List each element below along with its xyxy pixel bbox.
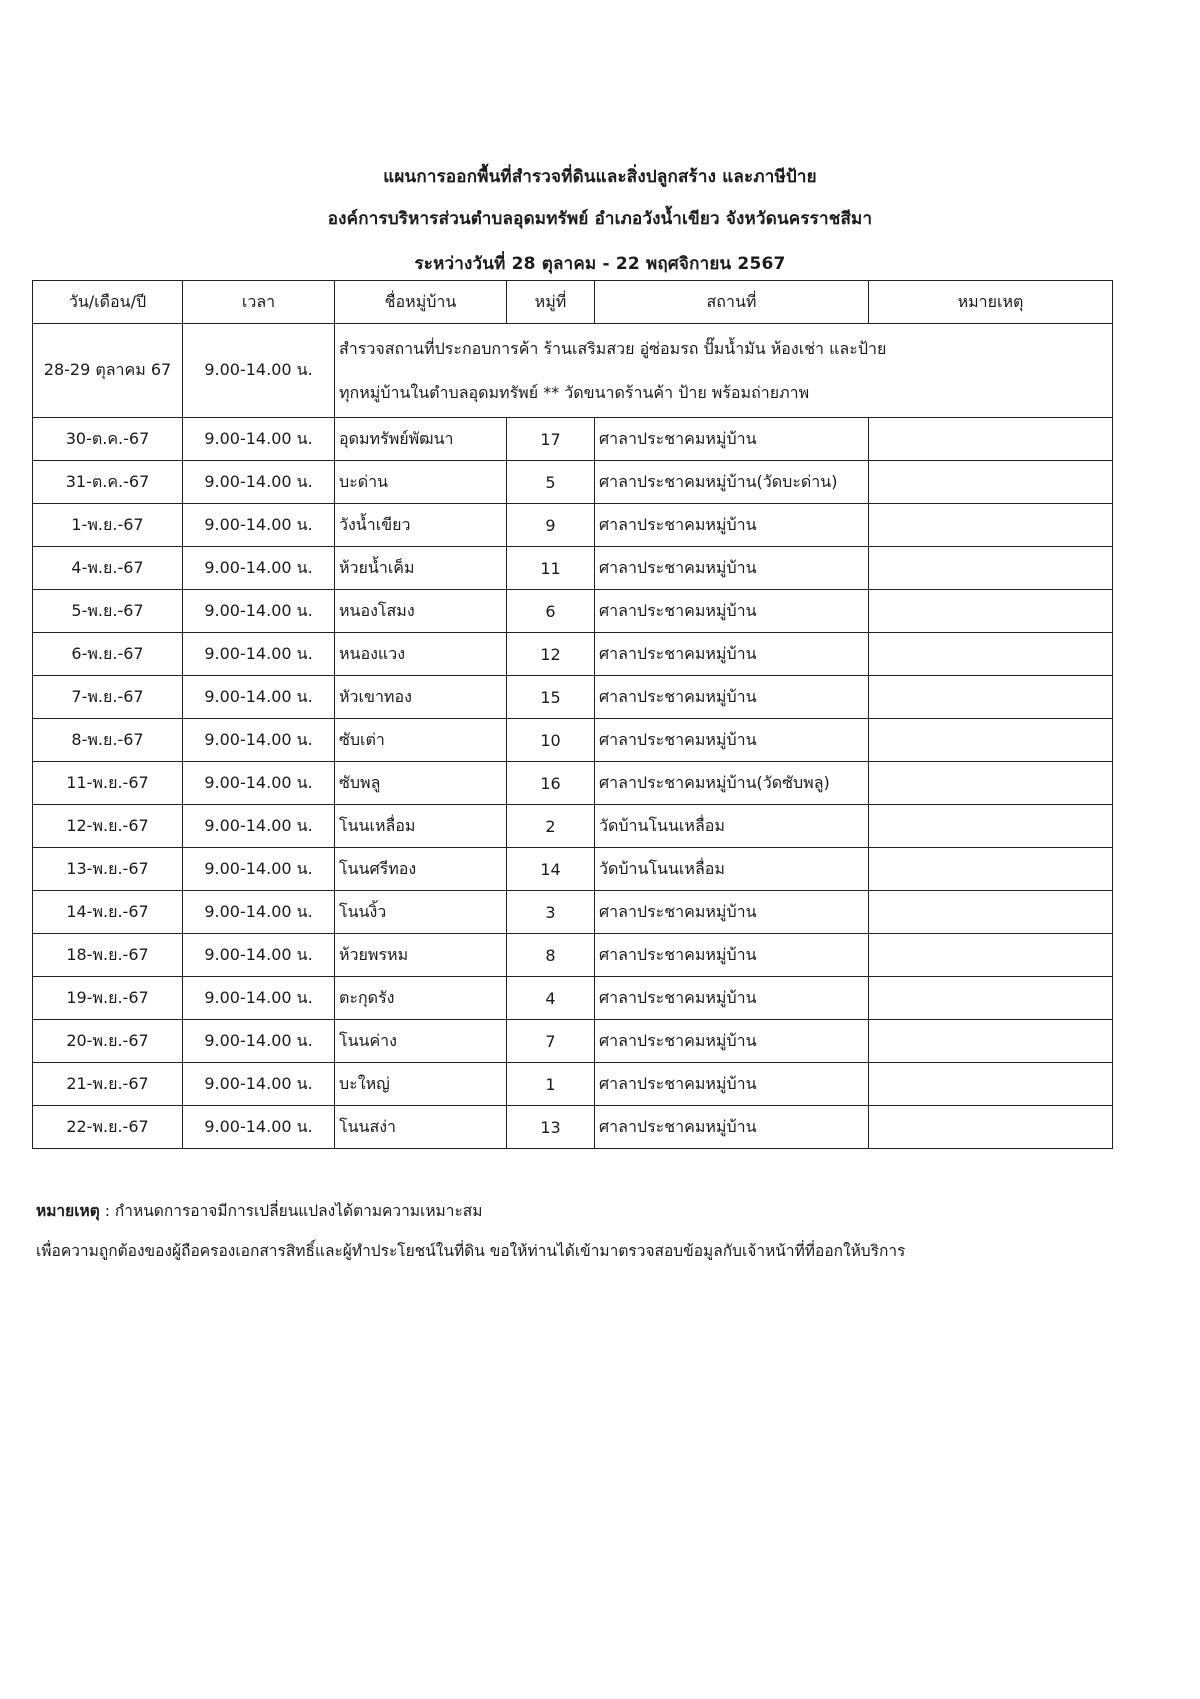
- cell-moo: 1: [507, 1063, 595, 1106]
- cell-date: 30-ต.ค.-67: [33, 418, 183, 461]
- cell-date: 4-พ.ย.-67: [33, 547, 183, 590]
- cell-village: หัวเขาทอง: [335, 676, 507, 719]
- cell-moo: 6: [507, 590, 595, 633]
- cell-village: ซับพลู: [335, 762, 507, 805]
- col-header-date: วัน/เดือน/ปี: [33, 281, 183, 324]
- note-line-2: เพื่อความถูกต้องของผู้ถือครองเอกสารสิทธิ์และผู้ทำประโยชน์ในที่ดิน ขอให้ท่านได้เข้ามาตรวจสอบข้อมูลกับเจ้าหน้าที่ที่ออกให้บริการ: [36, 1242, 906, 1260]
- cell-village: โนนเหลื่อม: [335, 805, 507, 848]
- cell-time: 9.00-14.00 น.: [183, 504, 335, 547]
- cell-place: ศาลาประชาคมหมู่บ้าน: [595, 418, 869, 461]
- cell-place: ศาลาประชาคมหมู่บ้าน: [595, 1020, 869, 1063]
- cell-place: ศาลาประชาคมหมู่บ้าน: [595, 719, 869, 762]
- cell-place: ศาลาประชาคมหมู่บ้าน: [595, 547, 869, 590]
- cell-place: ศาลาประชาคมหมู่บ้าน: [595, 590, 869, 633]
- cell-moo: 3: [507, 891, 595, 934]
- cell-date: 21-พ.ย.-67: [33, 1063, 183, 1106]
- col-header-place: สถานที่: [595, 281, 869, 324]
- cell-date: 13-พ.ย.-67: [33, 848, 183, 891]
- table-row: [33, 633, 1113, 676]
- note-line-1: [36, 1198, 482, 1223]
- cell-time: 9.00-14.00 น.: [183, 590, 335, 633]
- cell-date: 22-พ.ย.-67: [33, 1106, 183, 1149]
- cell-date: 6-พ.ย.-67: [33, 633, 183, 676]
- cell-village: บะใหญ่: [335, 1063, 507, 1106]
- cell-date: 7-พ.ย.-67: [33, 676, 183, 719]
- cell-date: 12-พ.ย.-67: [33, 805, 183, 848]
- cell-time: 9.00-14.00 น.: [183, 461, 335, 504]
- col-header-village: ชื่อหมู่บ้าน: [335, 281, 507, 324]
- cell-time: 9.00-14.00 น.: [183, 418, 335, 461]
- table-row: [33, 977, 1113, 1020]
- survey-description-line1: สำรวจสถานที่ประกอบการค้า ร้านเสริมสวย อู่ซ่อมรถ ปั๊มน้ำมัน ห้องเช่า และป้าย: [339, 338, 887, 358]
- cell-time: 9.00-14.00 น.: [183, 719, 335, 762]
- cell-place: ศาลาประชาคมหมู่บ้าน: [595, 504, 869, 547]
- table-row: [33, 848, 1113, 891]
- table-header-row: [33, 281, 1113, 324]
- table-row: [33, 504, 1113, 547]
- col-header-time: เวลา: [183, 281, 335, 324]
- cell-note: [869, 418, 1113, 461]
- doc-organization: องค์การบริหารส่วนตำบลอุดมทรัพย์ อำเภอวังน้ำเขียว จังหวัดนครราชสีมา: [327, 209, 873, 229]
- cell-note: [869, 934, 1113, 977]
- cell-village: ห้วยน้ำเค็ม: [335, 547, 507, 590]
- cell-village: วังน้ำเขียว: [335, 504, 507, 547]
- cell-note: [869, 547, 1113, 590]
- cell-note: [869, 762, 1113, 805]
- table-row: [33, 461, 1113, 504]
- cell-village: โนนค่าง: [335, 1020, 507, 1063]
- note-text: : กำหนดการอาจมีการเปลี่ยนแปลงได้ตามความเหมาะสม: [99, 1202, 483, 1220]
- cell-village: โนนงิ้ว: [335, 891, 507, 934]
- table-row: [33, 1063, 1113, 1106]
- cell-note: [869, 461, 1113, 504]
- cell-date: 1-พ.ย.-67: [33, 504, 183, 547]
- cell-note: [869, 1106, 1113, 1149]
- cell-moo: 15: [507, 676, 595, 719]
- cell-place: ศาลาประชาคมหมู่บ้าน: [595, 676, 869, 719]
- table-row: [33, 547, 1113, 590]
- cell-time: 9.00-14.00 น.: [183, 547, 335, 590]
- cell-moo: 4: [507, 977, 595, 1020]
- cell-moo: 17: [507, 418, 595, 461]
- cell-note: [869, 633, 1113, 676]
- cell-village: หนองแวง: [335, 633, 507, 676]
- schedule-table: [32, 280, 1113, 1149]
- cell-note: [869, 719, 1113, 762]
- cell-village: ซับเต่า: [335, 719, 507, 762]
- cell-moo: 5: [507, 461, 595, 504]
- cell-moo: 8: [507, 934, 595, 977]
- table-row: [33, 1020, 1113, 1063]
- table-row: [33, 1106, 1113, 1149]
- col-header-moo: หมู่ที่: [507, 281, 595, 324]
- table-row: [33, 934, 1113, 977]
- cell-village: โนนศรีทอง: [335, 848, 507, 891]
- cell-moo: 11: [507, 547, 595, 590]
- cell-note: [869, 805, 1113, 848]
- cell-village: ตะกุดรัง: [335, 977, 507, 1020]
- cell-place: ศาลาประชาคมหมู่บ้าน(วัดซับพลู): [595, 762, 869, 805]
- cell-time: 9.00-14.00 น.: [183, 891, 335, 934]
- cell-time: 9.00-14.00 น.: [183, 1063, 335, 1106]
- table-row: [33, 418, 1113, 461]
- cell-village: บะด่าน: [335, 461, 507, 504]
- cell-time: 9.00-14.00 น.: [183, 324, 335, 418]
- cell-time: 9.00-14.00 น.: [183, 805, 335, 848]
- cell-time: 9.00-14.00 น.: [183, 1020, 335, 1063]
- cell-note: [869, 504, 1113, 547]
- cell-date: 8-พ.ย.-67: [33, 719, 183, 762]
- cell-date: 20-พ.ย.-67: [33, 1020, 183, 1063]
- cell-time: 9.00-14.00 น.: [183, 633, 335, 676]
- cell-date: 31-ต.ค.-67: [33, 461, 183, 504]
- cell-date: 19-พ.ย.-67: [33, 977, 183, 1020]
- cell-time: 9.00-14.00 น.: [183, 848, 335, 891]
- cell-village: ห้วยพรหม: [335, 934, 507, 977]
- cell-village: โนนสง่า: [335, 1106, 507, 1149]
- cell-moo: 12: [507, 633, 595, 676]
- cell-place: ศาลาประชาคมหมู่บ้าน(วัดบะด่าน): [595, 461, 869, 504]
- table-row: [33, 590, 1113, 633]
- table-row-survey-all: [33, 324, 1113, 418]
- cell-note: [869, 977, 1113, 1020]
- cell-date: 11-พ.ย.-67: [33, 762, 183, 805]
- cell-village: อุดมทรัพย์พัฒนา: [335, 418, 507, 461]
- cell-moo: 9: [507, 504, 595, 547]
- cell-note: [869, 676, 1113, 719]
- cell-date: 28-29 ตุลาคม 67: [33, 324, 183, 418]
- cell-place: ศาลาประชาคมหมู่บ้าน: [595, 1063, 869, 1106]
- doc-title: แผนการออกพื้นที่สำรวจที่ดินและสิ่งปลูกสร้าง และภาษีป้าย: [383, 167, 817, 187]
- table-row: [33, 762, 1113, 805]
- cell-village: หนองโสมง: [335, 590, 507, 633]
- cell-moo: 7: [507, 1020, 595, 1063]
- cell-date: 18-พ.ย.-67: [33, 934, 183, 977]
- col-header-note: หมายเหตุ: [869, 281, 1113, 324]
- cell-moo: 10: [507, 719, 595, 762]
- cell-note: [869, 1020, 1113, 1063]
- cell-note: [869, 891, 1113, 934]
- cell-survey-description: [335, 324, 1113, 418]
- cell-moo: 14: [507, 848, 595, 891]
- cell-note: [869, 848, 1113, 891]
- note-label: หมายเหตุ: [36, 1202, 100, 1220]
- table-row: [33, 805, 1113, 848]
- cell-note: [869, 590, 1113, 633]
- cell-moo: 2: [507, 805, 595, 848]
- cell-moo: 16: [507, 762, 595, 805]
- cell-place: วัดบ้านโนนเหลื่อม: [595, 805, 869, 848]
- table-row: [33, 891, 1113, 934]
- table-row: [33, 719, 1113, 762]
- cell-time: 9.00-14.00 น.: [183, 762, 335, 805]
- cell-place: ศาลาประชาคมหมู่บ้าน: [595, 934, 869, 977]
- cell-date: 5-พ.ย.-67: [33, 590, 183, 633]
- cell-time: 9.00-14.00 น.: [183, 977, 335, 1020]
- cell-place: ศาลาประชาคมหมู่บ้าน: [595, 1106, 869, 1149]
- cell-time: 9.00-14.00 น.: [183, 1106, 335, 1149]
- cell-time: 9.00-14.00 น.: [183, 676, 335, 719]
- cell-place: วัดบ้านโนนเหลื่อม: [595, 848, 869, 891]
- cell-moo: 13: [507, 1106, 595, 1149]
- cell-note: [869, 1063, 1113, 1106]
- cell-place: ศาลาประชาคมหมู่บ้าน: [595, 633, 869, 676]
- survey-description-line2: ทุกหมู่บ้านในตำบลอุดมทรัพย์ ** วัดขนาดร้านค้า ป้าย พร้อมถ่ายภาพ: [339, 382, 810, 402]
- table-row: [33, 676, 1113, 719]
- cell-place: ศาลาประชาคมหมู่บ้าน: [595, 891, 869, 934]
- doc-date-range: ระหว่างวันที่ 28 ตุลาคม - 22 พฤศจิกายน 2567: [414, 254, 786, 274]
- cell-place: ศาลาประชาคมหมู่บ้าน: [595, 977, 869, 1020]
- cell-date: 14-พ.ย.-67: [33, 891, 183, 934]
- cell-time: 9.00-14.00 น.: [183, 934, 335, 977]
